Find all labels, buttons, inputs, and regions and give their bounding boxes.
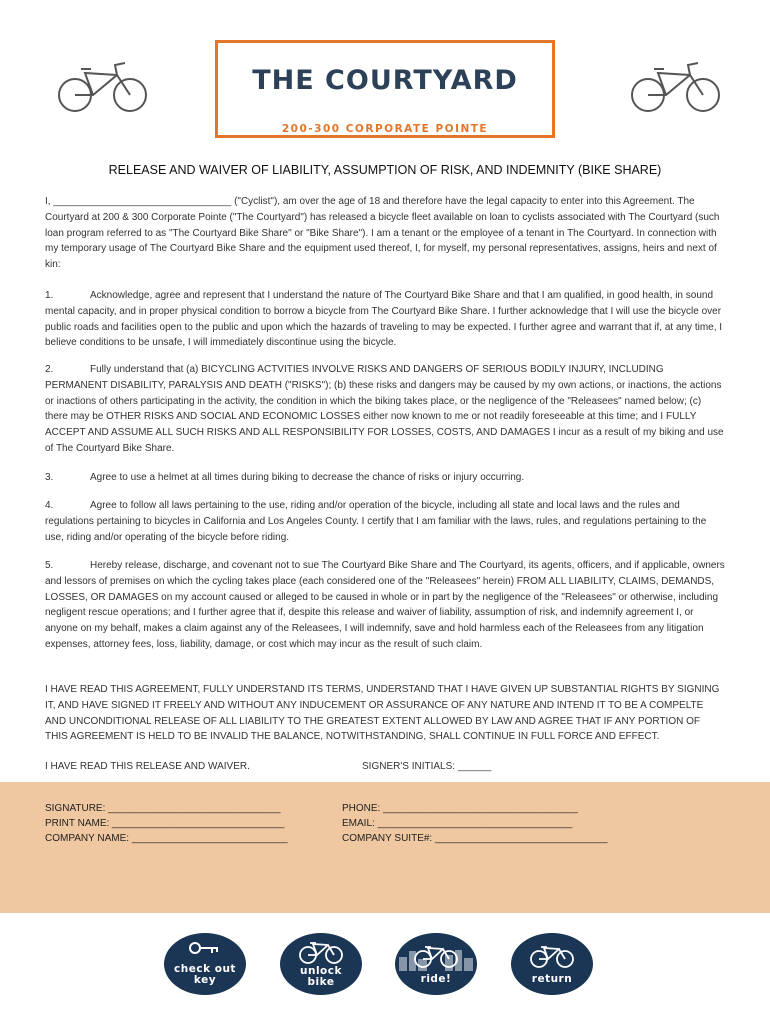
step-check-out-key	[164, 933, 246, 995]
email-field[interactable]: EMAIL: ___________________________________	[342, 818, 573, 829]
step-label: ride!	[420, 973, 452, 985]
clause-4	[45, 498, 725, 545]
step-label: key	[193, 974, 217, 986]
clause-text: Hereby release, discharge, and covenant not to sue The Courtyard Bike Share and The Courtyard, its agents, officers, and if applicable, owners and lessors of premises on which the cycling takes place (each considered one of the "Releasees" herein) FROM ALL LIABILITY, CLAIMS, DEMANDS, LOSSES, OR DAMAGES on my account caused or alleged to be caused in whole or in part by the negligence of the "Releasees" or otherwise, including negligent rescue operations; and I further agree that if, despite this release and waiver of liability, assumption of risk, and indemnify agreement I, or anyone on my behalf, makes a claim against any of the Releasees, I will indemnify, save and hold harmless each of the Releasees from any litigation expenses, attorney fees, loss, liability, damage, or cost which may incur as the result of such claim.	[45, 560, 725, 650]
clause-number: 3.	[45, 472, 54, 483]
intro-paragraph: I, ________________________________ ("Cyclist"), am over the age of 18 and therefore have the legal capacity to enter into this Agreement. The Courtyard at 200 & 300 Corporate Pointe ("The Courtyard") has released a bicycle fleet available on loan to cyclists associated with The Courtyard (such loan program referred to as "The Courtyard Bike Share" or "Bike Share"). I am a tenant or the employee of a tenant in The Courtyard. In connection with my temporary usage of The Courtyard Bike Share and the equipment used thereof, I, for myself, my personal representatives, assigns, heirs and next of kin:	[45, 196, 720, 271]
bicycle-icon	[628, 55, 723, 117]
document-title: RELEASE AND WAIVER OF LIABILITY, ASSUMPTION OF RISK, AND INDEMNITY (BIKE SHARE)	[108, 163, 662, 177]
clause-3	[45, 470, 725, 486]
step-label: unlock	[300, 965, 342, 977]
clause-number: 2.	[45, 364, 54, 375]
clause-text: Fully understand that (a) BICYCLING ACTVITIES INVOLVE RISKS AND DANGERS OF SERIOUS BODILY INJURY, INCLUDING PERMANENT DISABILITY, PARALYSIS AND DEATH ("RISKS"); (b) these risks and dangers may be caused by my own actions, or inactions, the actions or inactions of others participating in the activity, the condition in which the biking takes place, or the negligence of the "Releasees" named below; (c) there may be OTHER RISKS AND SOCIAL AND ECONOMIC LOSSES either now known to me or not readily foreseeable at this time; and I FULLY ACCEPT AND ASSUME ALL SUCH RISKS AND ALL RESPONSIBILITY FOR LOSSES, COSTS, AND DAMAGES I incur as a result of my biking and use of The Courtyard Bike Share.	[45, 364, 724, 454]
bike-icon	[298, 939, 344, 965]
logo-title: THE COURTYARD	[252, 65, 518, 96]
step-label: bike	[307, 976, 335, 988]
read-statement: I HAVE READ THIS RELEASE AND WAIVER.	[45, 761, 250, 772]
step-label: return	[531, 973, 573, 985]
logo	[215, 40, 555, 138]
bicycle-icon	[55, 55, 150, 117]
company-name-field[interactable]: COMPANY NAME: ____________________________	[45, 833, 288, 844]
clause-2	[45, 362, 725, 457]
clause-1	[45, 288, 725, 351]
bike-icon	[413, 943, 459, 969]
print-name-field[interactable]: PRINT NAME: _______________________________	[45, 818, 285, 829]
step-label: check out	[174, 963, 236, 975]
signature-field[interactable]: SIGNATURE: _______________________________	[45, 803, 281, 814]
key-icon	[188, 941, 222, 955]
signature-panel	[0, 782, 770, 913]
step-ride	[395, 933, 477, 995]
clause-number: 1.	[45, 290, 54, 301]
acknowledgement-paragraph: I HAVE READ THIS AGREEMENT, FULLY UNDERSTAND ITS TERMS, UNDERSTAND THAT I HAVE GIVEN UP SUBSTANTIAL RIGHTS BY SIGNING IT, AND HAVE SIGNED IT FREELY AND WITHOUT ANY INDUCEMENT OR ASSURANCE OF ANY NATURE AND INTEND IT TO BE A COMPELTE AND UNCONDITIONAL RELEASE OF ALL LIABILITY TO THE GREATEST EXTENT ALLOWED BY LAW AND AGREE THAT IF ANY PORTION OF THIS AGREEMENT IS HELD TO BE INVALID THE BALANCE, NOTWITHSTANDING, SHALL CONTINUE IN FULL FORCE AND EFFECT.	[45, 684, 720, 743]
clause-text: Agree to use a helmet at all times during biking to decrease the chance of risks or injury occurring.	[90, 472, 525, 483]
step-return	[511, 933, 593, 995]
signer-initials-field[interactable]: SIGNER'S INITIALS: ______	[362, 761, 492, 772]
clause-number: 4.	[45, 500, 54, 511]
bike-icon	[529, 943, 575, 969]
phone-field[interactable]: PHONE: ___________________________________	[342, 803, 578, 814]
clause-5	[45, 558, 725, 653]
step-unlock-bike	[280, 933, 362, 995]
clause-number: 5.	[45, 560, 54, 571]
clause-text: Agree to follow all laws pertaining to the use, riding and/or operation of the bicycle, including all state and local laws and the rules and regulations pertaining to bicycles in California and Los Angeles County. I certify that I am familiar with the laws, rules, and regulations pertaining to the use, riding and/or operating of the bicycle before riding.	[45, 500, 707, 543]
company-suite-field[interactable]: COMPANY SUITE#: _______________________________	[342, 833, 608, 844]
clause-text: Acknowledge, agree and represent that I understand the nature of The Courtyard Bike Share and that I am qualified, in good health, in sound mental capacity, and in proper physical condition to borrow a bicycle from The Courtyard Bike Share. I further acknowledge that I will use the bicycle over public roads and facilities open to the public and upon which the hazards of traveling to may be expected. I further agree and warrant that if, at any time, I believe conditions to be unsafe, I will immediately discontinue using the bicycle.	[45, 290, 723, 349]
logo-subtitle: 200-300 CORPORATE POINTE	[275, 123, 495, 135]
